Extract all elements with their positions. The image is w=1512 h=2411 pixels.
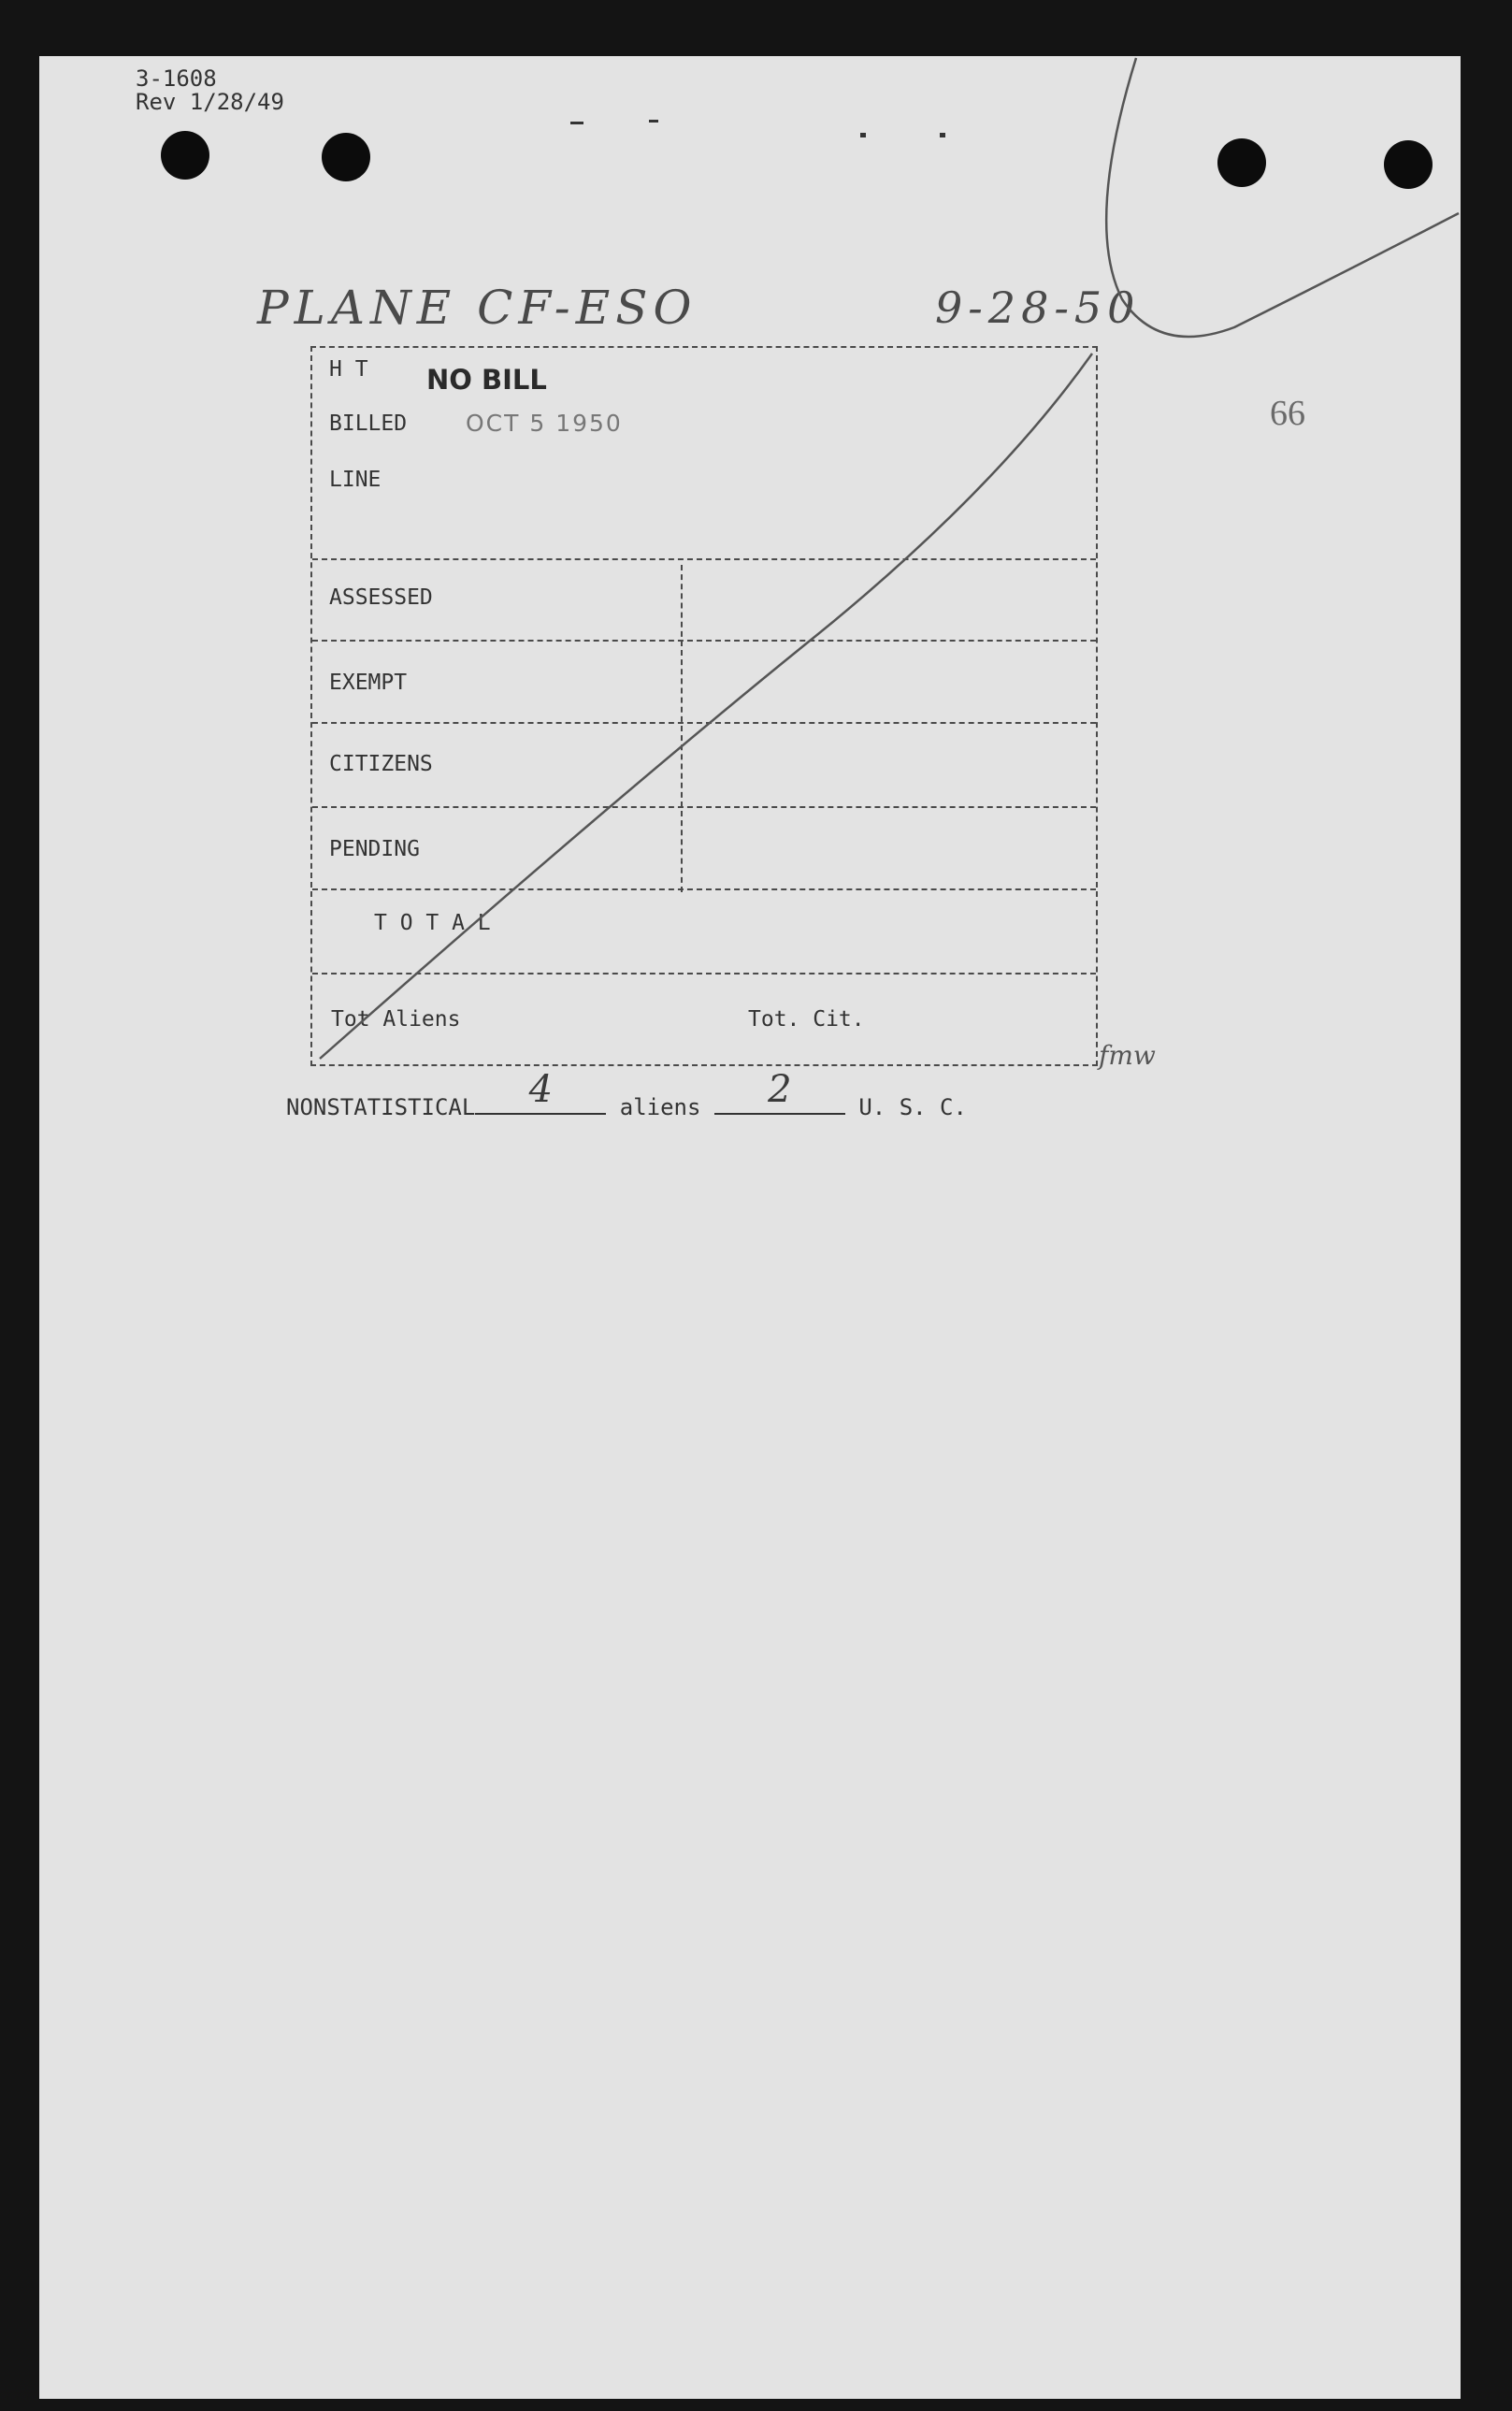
- total-label: T O T A L: [374, 911, 491, 935]
- aliens-label: aliens: [619, 1094, 701, 1120]
- no-bill-stamp: NO BILL: [426, 364, 547, 396]
- ht-label: H T: [329, 357, 368, 382]
- pending-label: PENDING: [329, 837, 420, 861]
- citizens-label: CITIZENS: [329, 752, 433, 776]
- nonstatistical-label: NONSTATISTICAL: [286, 1094, 476, 1120]
- assessed-label: ASSESSED: [329, 585, 433, 610]
- line-label: LINE: [329, 468, 382, 492]
- billed-date-stamp: OCT 5 1950: [466, 410, 623, 437]
- handwritten-curve: [1106, 58, 1459, 337]
- usc-count: 2: [768, 1068, 792, 1111]
- tot-aliens-label: Tot Aliens: [331, 1007, 461, 1032]
- form-revision: Rev 1/28/49: [136, 89, 284, 116]
- page-number: 66: [1270, 394, 1305, 433]
- handwritten-date: 9-28-50: [935, 282, 1141, 333]
- cancel-diagonal-line: [320, 354, 1092, 1059]
- form-number: 3-1608: [136, 65, 217, 92]
- tot-cit-label: Tot. Cit.: [748, 1007, 865, 1032]
- aliens-count: 4: [528, 1068, 554, 1111]
- billed-label: BILLED: [329, 411, 408, 436]
- usc-label: U. S. C.: [858, 1094, 967, 1120]
- handwritten-initials: fmw: [1099, 1040, 1156, 1071]
- exempt-label: EXEMPT: [329, 671, 408, 695]
- handwritten-plane-id: PLANE CF-ESO: [257, 281, 698, 335]
